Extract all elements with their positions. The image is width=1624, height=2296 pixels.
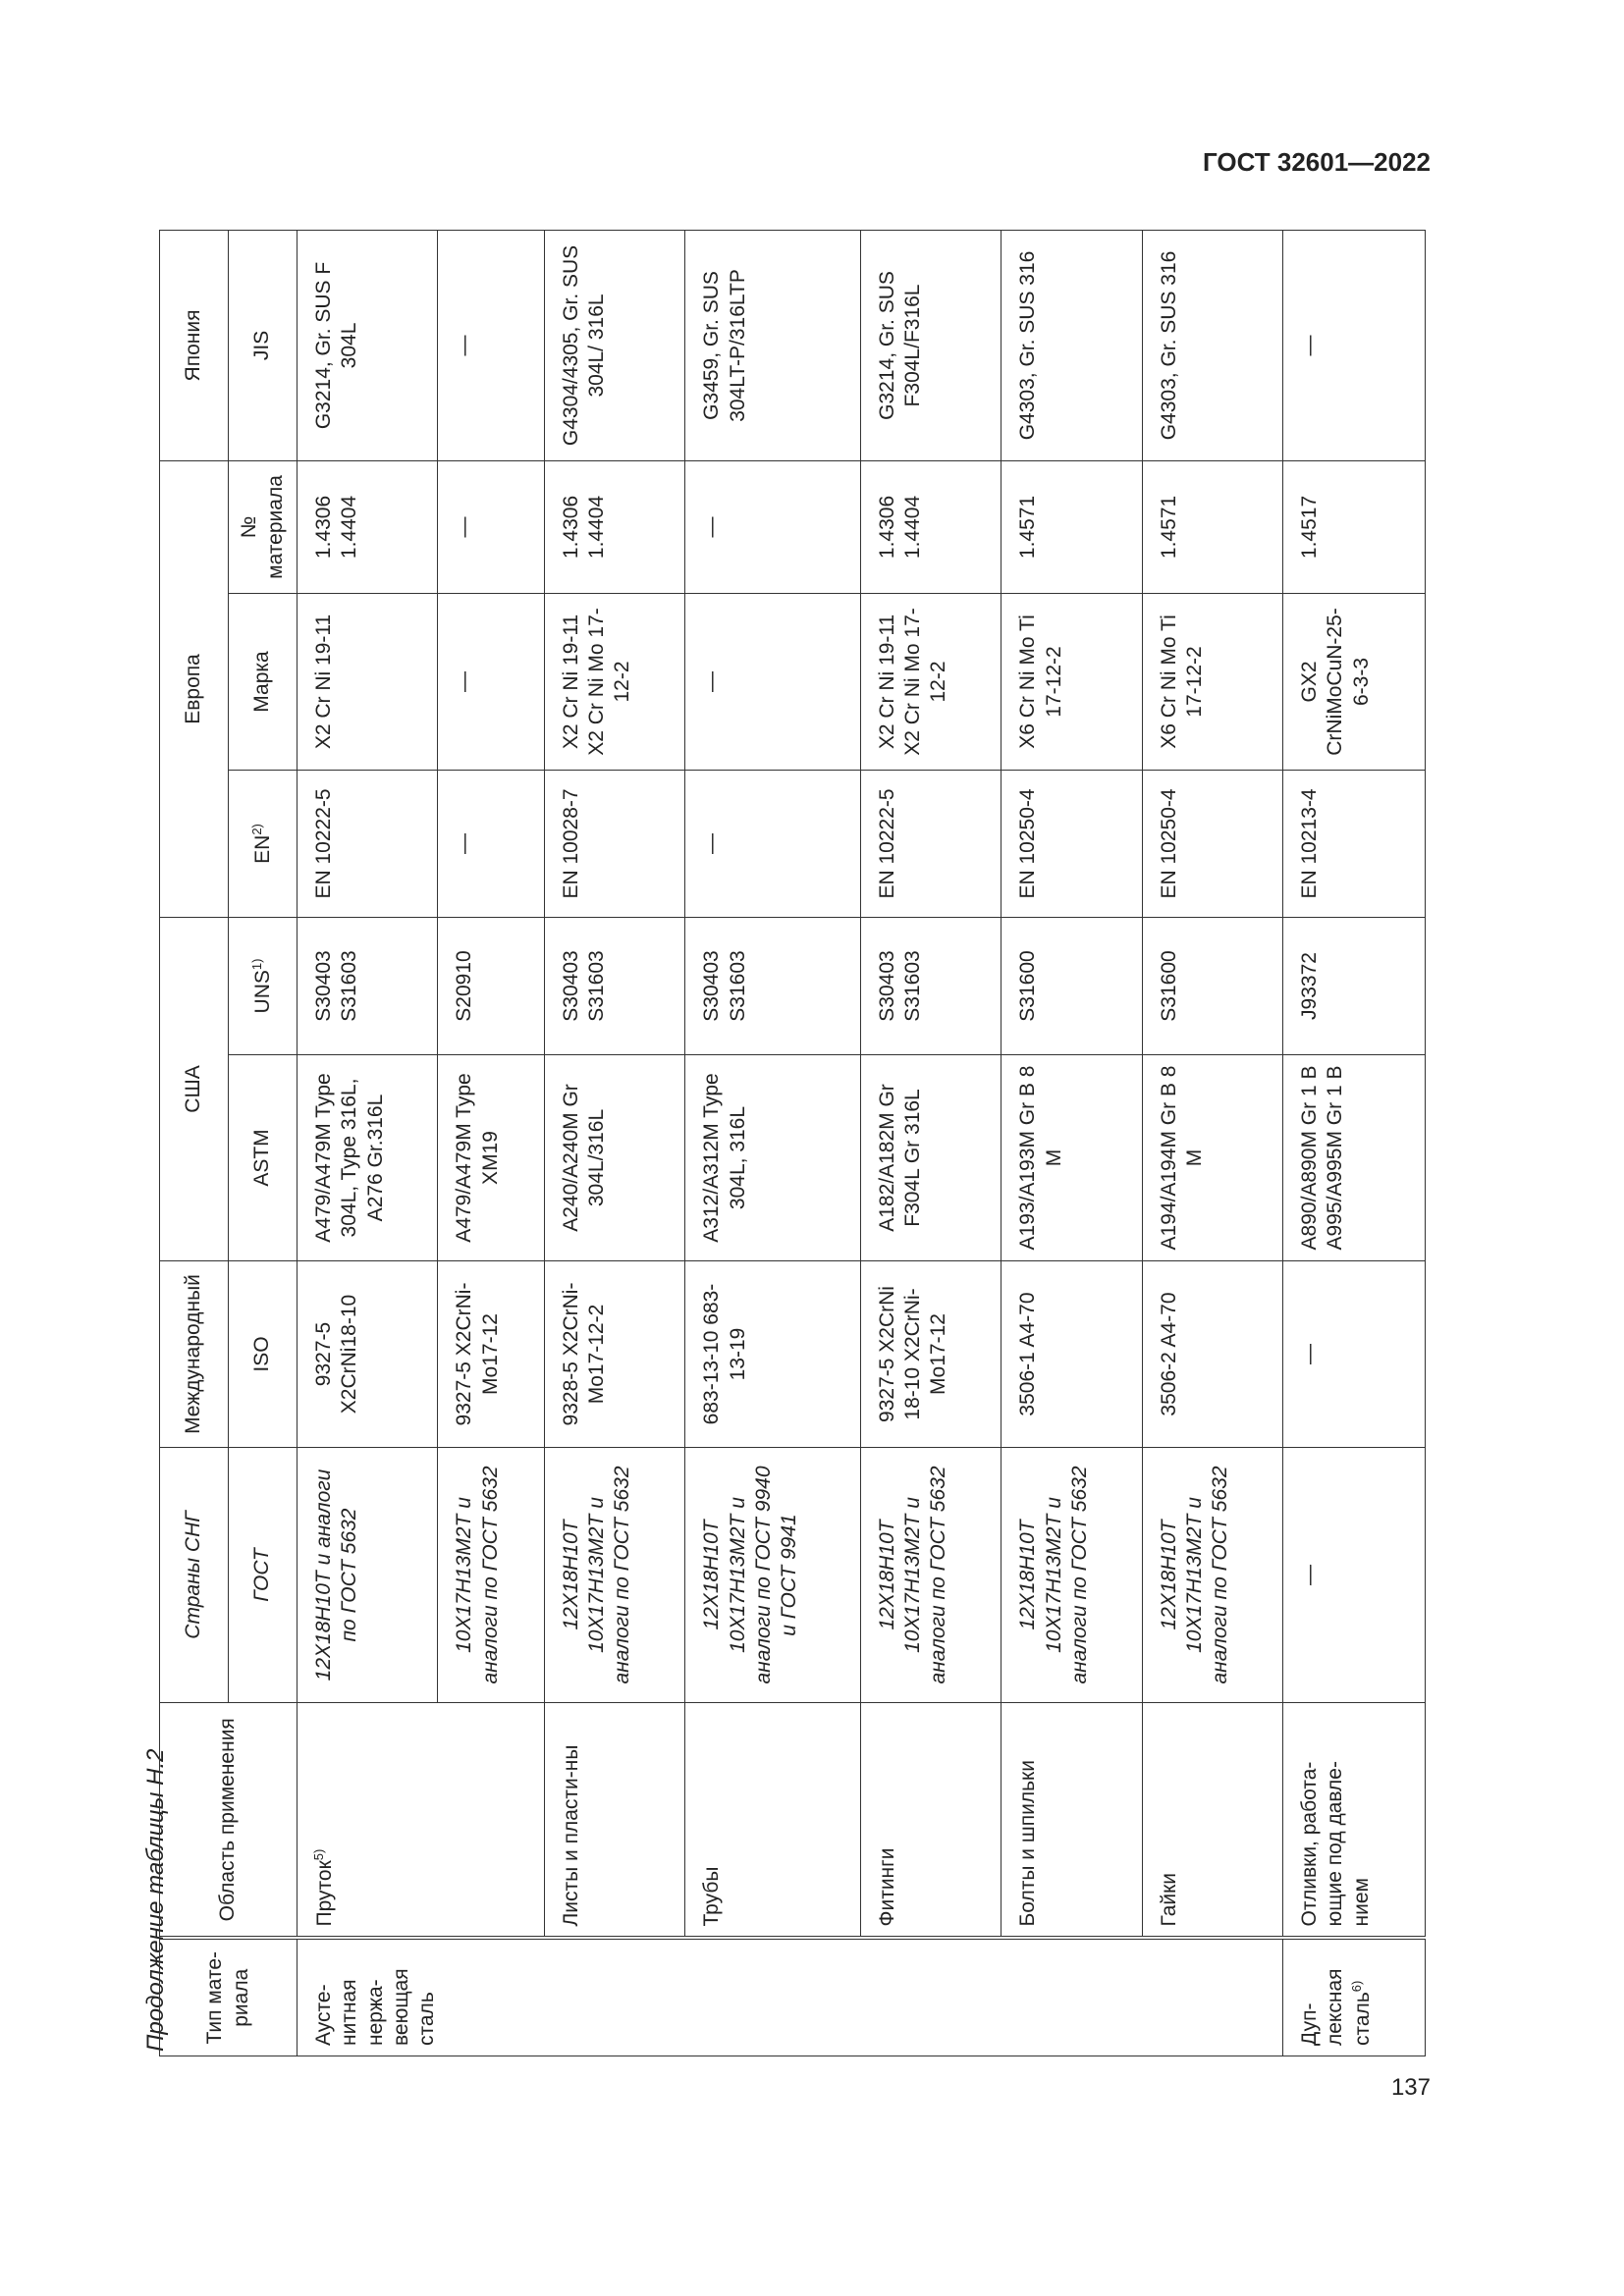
jis-cell: G4304/4305, Gr. SUS 304L/ 316L xyxy=(544,230,684,460)
en-cell: EN 10250-4 xyxy=(1142,770,1282,917)
jis-cell: G3214, Gr. SUS F304L/F316L xyxy=(860,230,1001,460)
area-cell: Трубы xyxy=(685,1703,860,1939)
en-cell: EN 10250-4 xyxy=(1001,770,1142,917)
matnum-cell: 1.4571 xyxy=(1001,460,1142,593)
col-header-grade: Марка xyxy=(229,593,298,770)
astm-cell: A193/A193M Gr B 8 M xyxy=(1001,1055,1142,1261)
uns-cell: S31600 xyxy=(1142,917,1282,1054)
uns-cell: S20910 xyxy=(438,917,545,1054)
uns-cell: S30403 S31603 xyxy=(860,917,1001,1054)
iso-cell: 9327-5 X2CrNi 18-10 X2CrNi-Mo17-12 xyxy=(860,1261,1001,1448)
jis-cell: G3459, Gr. SUS 304LT-P/316LTP xyxy=(685,230,860,460)
document-header: ГОСТ 32601—2022 xyxy=(1203,147,1431,177)
gost-cell: 12Х18Н10Т 10Х17Н13М2Т и аналоги по ГОСТ 5632 xyxy=(1142,1448,1282,1703)
astm-cell: A890/A890M Gr 1 B A995/A995M Gr 1 B xyxy=(1283,1055,1426,1261)
col-header-area: Область применения xyxy=(160,1703,298,1939)
jis-cell: G4303, Gr. SUS 316 xyxy=(1142,230,1282,460)
astm-cell: A479/A479M Type XM19 xyxy=(438,1055,545,1261)
col-header-usa: США xyxy=(160,917,229,1260)
area-cell: Гайки xyxy=(1142,1703,1282,1939)
matnum-cell: 1.4571 xyxy=(1142,460,1282,593)
grade-cell: — xyxy=(685,593,860,770)
table-row xyxy=(1001,230,1142,2056)
gost-cell: 12Х18Н10Т 10Х17Н13М2Т и аналоги по ГОСТ 9940 и ГОСТ 9941 xyxy=(685,1448,860,1703)
en-cell: EN 10213-4 xyxy=(1283,770,1426,917)
col-header-iso: ISO xyxy=(229,1261,298,1448)
grade-cell: X6 Cr Ni Mo Ti 17-12-2 xyxy=(1001,593,1142,770)
col-header-europe: Европа xyxy=(160,460,229,917)
astm-cell: A182/A182M Gr F304L Gr 316L xyxy=(860,1055,1001,1261)
col-header-uns: UNS$^{1)}$ xyxy=(229,917,298,1054)
rotated-table-wrapper xyxy=(159,231,1426,2056)
iso-cell: 9327-5 X2CrNi18-10 xyxy=(298,1261,438,1448)
grade-cell: GX2 CrNiMoCuN-25-6-3-3 xyxy=(1283,593,1426,770)
jis-cell: — xyxy=(438,230,545,460)
uns-cell: S30403 S31603 xyxy=(685,917,860,1054)
grade-cell: X2 Cr Ni 19-11 xyxy=(298,593,438,770)
table-row xyxy=(1142,230,1282,2056)
area-cell: Болты и шпильки xyxy=(1001,1703,1142,1939)
iso-cell: — xyxy=(1283,1261,1426,1448)
matnum-cell: 1.4517 xyxy=(1283,460,1426,593)
matnum-cell: 1.4306 1.4404 xyxy=(544,460,684,593)
page-number: 137 xyxy=(1390,2074,1431,2101)
col-header-matnum: № материала xyxy=(229,460,298,593)
jis-cell: G3214, Gr. SUS F 304L xyxy=(298,230,438,460)
materials-table xyxy=(159,230,1426,2056)
table-row xyxy=(1283,230,1426,2056)
area-cell: Фитинги xyxy=(860,1703,1001,1939)
iso-cell: 683-13-10 683-13-19 xyxy=(685,1261,860,1448)
astm-cell: A194/A194M Gr B 8 M xyxy=(1142,1055,1282,1261)
gost-cell: 12Х18Н10Т 10Х17Н13М2Т и аналоги по ГОСТ 5632 xyxy=(860,1448,1001,1703)
area-cell: Пруток$^{5)}$ xyxy=(298,1703,545,1939)
col-header-intl: Международный xyxy=(160,1261,229,1448)
table-row xyxy=(298,230,438,2056)
gost-cell: 12Х18Н10Т 10Х17Н13М2Т и аналоги по ГОСТ 5632 xyxy=(1001,1448,1142,1703)
iso-cell: 9328-5 X2CrNi-Mo17-12-2 xyxy=(544,1261,684,1448)
grade-cell: — xyxy=(438,593,545,770)
table-row xyxy=(685,230,860,2056)
col-header-type: Тип мате-риала xyxy=(160,1939,298,2056)
astm-cell: A240/A240M Gr 304L/316L xyxy=(544,1055,684,1261)
col-header-cis: Страны СНГ xyxy=(160,1448,229,1703)
en-cell: — xyxy=(685,770,860,917)
matnum-cell: 1.4306 1.4404 xyxy=(298,460,438,593)
iso-cell: 9327-5 X2CrNi-Mo17-12 xyxy=(438,1261,545,1448)
astm-cell: A479/A479M Type 304L, Type 316L, A276 Gr.316L xyxy=(298,1055,438,1261)
col-header-japan: Япония xyxy=(160,230,229,460)
iso-cell: 3506-1 A4-70 xyxy=(1001,1261,1142,1448)
grade-cell: X6 Cr Ni Mo Ti 17-12-2 xyxy=(1142,593,1282,770)
en-cell: EN 10222-5 xyxy=(298,770,438,917)
uns-cell: S30403 S31603 xyxy=(544,917,684,1054)
table-row xyxy=(544,230,684,2056)
gost-cell: 12Х18Н10Т 10Х17Н13М2Т и аналоги по ГОСТ 5632 xyxy=(544,1448,684,1703)
gost-cell: 10Х17Н13М2Т и аналоги по ГОСТ 5632 xyxy=(438,1448,545,1703)
col-header-astm: ASTM xyxy=(229,1055,298,1261)
table-row xyxy=(860,230,1001,2056)
uns-cell: S31600 xyxy=(1001,917,1142,1054)
matnum-cell: 1.4306 1.4404 xyxy=(860,460,1001,593)
col-header-en: EN$^{2)}$ xyxy=(229,770,298,917)
en-cell: EN 10222-5 xyxy=(860,770,1001,917)
matnum-cell: — xyxy=(438,460,545,593)
uns-cell: J93372 xyxy=(1283,917,1426,1054)
jis-cell: — xyxy=(1283,230,1426,460)
type-duplex: Дуп-лексная сталь$^{6)}$ xyxy=(1283,1939,1426,2056)
gost-cell: 12Х18Н10Т и аналоги по ГОСТ 5632 xyxy=(298,1448,438,1703)
uns-cell: S30403 S31603 xyxy=(298,917,438,1054)
iso-cell: 3506-2 A4-70 xyxy=(1142,1261,1282,1448)
area-cell: Листы и пласти-ны xyxy=(544,1703,684,1939)
type-austenitic: Аусте-нитная нержа-веющая сталь xyxy=(298,1939,1283,2056)
astm-cell: A312/A312M Type 304L, 316L xyxy=(685,1055,860,1261)
en-cell: — xyxy=(438,770,545,917)
en-cell: EN 10028-7 xyxy=(544,770,684,917)
grade-cell: X2 Cr Ni 19-11 X2 Cr Ni Mo 17-12-2 xyxy=(544,593,684,770)
grade-cell: X2 Cr Ni 19-11 X2 Cr Ni Mo 17-12-2 xyxy=(860,593,1001,770)
area-cell: Отливки, работа-ющие под давле-нием xyxy=(1283,1703,1426,1939)
col-header-gost: ГОСТ xyxy=(229,1448,298,1703)
jis-cell: G4303, Gr. SUS 316 xyxy=(1001,230,1142,460)
matnum-cell: — xyxy=(685,460,860,593)
table-caption: Продолжение таблицы Н.2 xyxy=(142,1748,169,2052)
gost-cell: — xyxy=(1283,1448,1426,1703)
col-header-jis: JIS xyxy=(229,230,298,460)
